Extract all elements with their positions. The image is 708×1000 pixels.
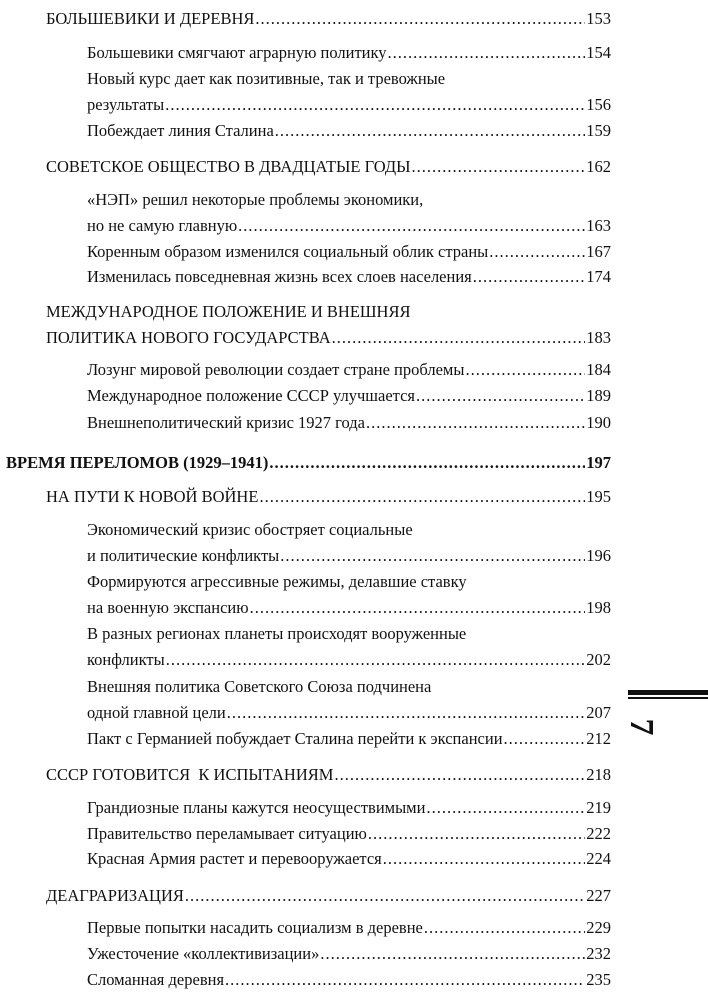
toc-title: СОВЕТСКОЕ ОБЩЕСТВО В ДВАДЦАТЫЕ ГОДЫ	[46, 157, 411, 176]
toc-title: БОЛЬШЕВИКИ И ДЕРЕВНЯ	[46, 9, 255, 28]
toc-subsection	[87, 357, 611, 383]
toc-subsection	[87, 410, 611, 436]
toc-title: Правительство переламывает ситуацию	[87, 824, 367, 843]
toc-page: 195	[586, 487, 611, 506]
toc-page: 235	[586, 970, 611, 989]
toc-title: ВРЕМЯ ПЕРЕЛОМОВ (1929–1941)	[6, 453, 269, 472]
page-number: 7	[623, 718, 660, 736]
toc-page: 163	[586, 216, 611, 235]
toc-subsection	[87, 187, 611, 239]
toc-title: Международное положение СССР улучшается	[87, 386, 415, 405]
toc-title-line2: результаты	[87, 95, 165, 114]
toc-subsection	[87, 621, 611, 673]
toc-section	[46, 762, 611, 788]
toc-title: ДЕАГРАРИЗАЦИЯ	[46, 886, 184, 905]
toc-page: 202	[586, 650, 611, 669]
toc-page: 183	[586, 328, 611, 347]
toc-title-line1: В разных регионах планеты происходят вооруженные	[87, 624, 467, 643]
toc-page: 218	[586, 765, 611, 784]
toc-page: 159	[586, 121, 611, 140]
toc-page: 189	[586, 386, 611, 405]
toc-page: 156	[586, 95, 611, 114]
toc-title-line2: и политические конфликты	[87, 546, 280, 565]
toc-page: 224	[586, 849, 611, 868]
toc-title: Красная Армия растет и перевооружается	[87, 849, 382, 868]
toc-page: 184	[586, 360, 611, 379]
toc-subsection	[87, 795, 611, 821]
toc-title: СССР ГОТОВИТСЯ К ИСПЫТАНИЯМ	[46, 765, 334, 784]
marker-bar-thin	[628, 697, 708, 699]
toc-title: Первые попытки насадить социализм в деревне	[87, 918, 423, 937]
toc-title: Внешнеполитический кризис 1927 года	[87, 413, 366, 432]
toc-subsection	[87, 941, 611, 967]
toc-subsection	[87, 383, 611, 409]
toc-title: Сломанная деревня	[87, 970, 225, 989]
toc-subsection	[87, 517, 611, 569]
toc-subsection	[87, 726, 611, 752]
toc-page: 229	[586, 918, 611, 937]
toc-page: 198	[586, 598, 611, 617]
toc-subsection	[87, 66, 611, 118]
toc-title-line2: на военную экспансию	[87, 598, 249, 617]
toc-page: 219	[586, 798, 611, 817]
toc-subsection	[87, 967, 611, 993]
toc-title: Большевики смягчают аграрную политику	[87, 43, 387, 62]
toc-title: Ужесточение «коллективизации»	[87, 944, 320, 963]
toc-subsection	[87, 821, 611, 847]
toc-subsection	[87, 40, 611, 66]
toc-section	[46, 484, 611, 510]
toc-page: 227	[586, 886, 611, 905]
toc-title: Пакт с Германией побуждает Сталина перейти к экспансии	[87, 729, 503, 748]
toc-title-line1: Внешняя политика Советского Союза подчинена	[87, 677, 432, 696]
toc-section	[46, 6, 611, 32]
toc-title-line2: одной главной цели	[87, 703, 226, 722]
toc-title-line1: Новый курс дает как позитивные, так и тревожные	[87, 69, 446, 88]
toc-page: 162	[586, 157, 611, 176]
toc-title: Побеждает линия Сталина	[87, 121, 274, 140]
toc-page: 197	[586, 453, 611, 472]
toc-page: 212	[586, 729, 611, 748]
toc-title-line2: но не самую главную	[87, 216, 238, 235]
toc-title: Лозунг мировой революции создает стране проблемы	[87, 360, 465, 379]
toc-title-line1: МЕЖДУНАРОДНОЕ ПОЛОЖЕНИЕ И ВНЕШНЯЯ	[46, 302, 411, 321]
toc-part	[6, 450, 611, 476]
toc-subsection	[87, 846, 611, 872]
toc-page: 232	[586, 944, 611, 963]
toc-title: Коренным образом изменился социальный облик страны	[87, 242, 489, 261]
toc-page: 154	[586, 43, 611, 62]
toc-page: 174	[586, 267, 611, 286]
toc-page: 196	[586, 546, 611, 565]
toc-subsection	[87, 915, 611, 941]
toc-subsection	[87, 239, 611, 265]
toc-title-line1: «НЭП» решил некоторые проблемы экономики,	[87, 190, 424, 209]
toc-section	[46, 154, 611, 180]
toc-title-line2: ПОЛИТИКА НОВОГО ГОСУДАРСТВА	[46, 328, 331, 347]
toc-page: 207	[586, 703, 611, 722]
toc-subsection	[87, 118, 611, 144]
toc-page: 167	[586, 242, 611, 261]
toc-page: 153	[586, 9, 611, 28]
toc-title: Изменилась повседневная жизнь всех слоев населения	[87, 267, 472, 286]
toc-page: 190	[586, 413, 611, 432]
marker-bar-thick	[628, 690, 708, 695]
toc-title-line2: конфликты	[87, 650, 165, 669]
toc-subsection	[87, 674, 611, 726]
toc-section	[46, 883, 611, 909]
toc-title: НА ПУТИ К НОВОЙ ВОЙНЕ	[46, 487, 259, 506]
toc-section	[46, 299, 611, 351]
toc-title: Грандиозные планы кажутся неосуществимыми	[87, 798, 426, 817]
toc-page: 222	[586, 824, 611, 843]
toc-title-line1: Экономический кризис обостряет социальные	[87, 520, 413, 539]
toc-subsection	[87, 264, 611, 290]
toc-title-line1: Формируются агрессивные режимы, делавшие ставку	[87, 572, 467, 591]
page-edge-marker	[628, 690, 708, 699]
toc-subsection	[87, 569, 611, 621]
